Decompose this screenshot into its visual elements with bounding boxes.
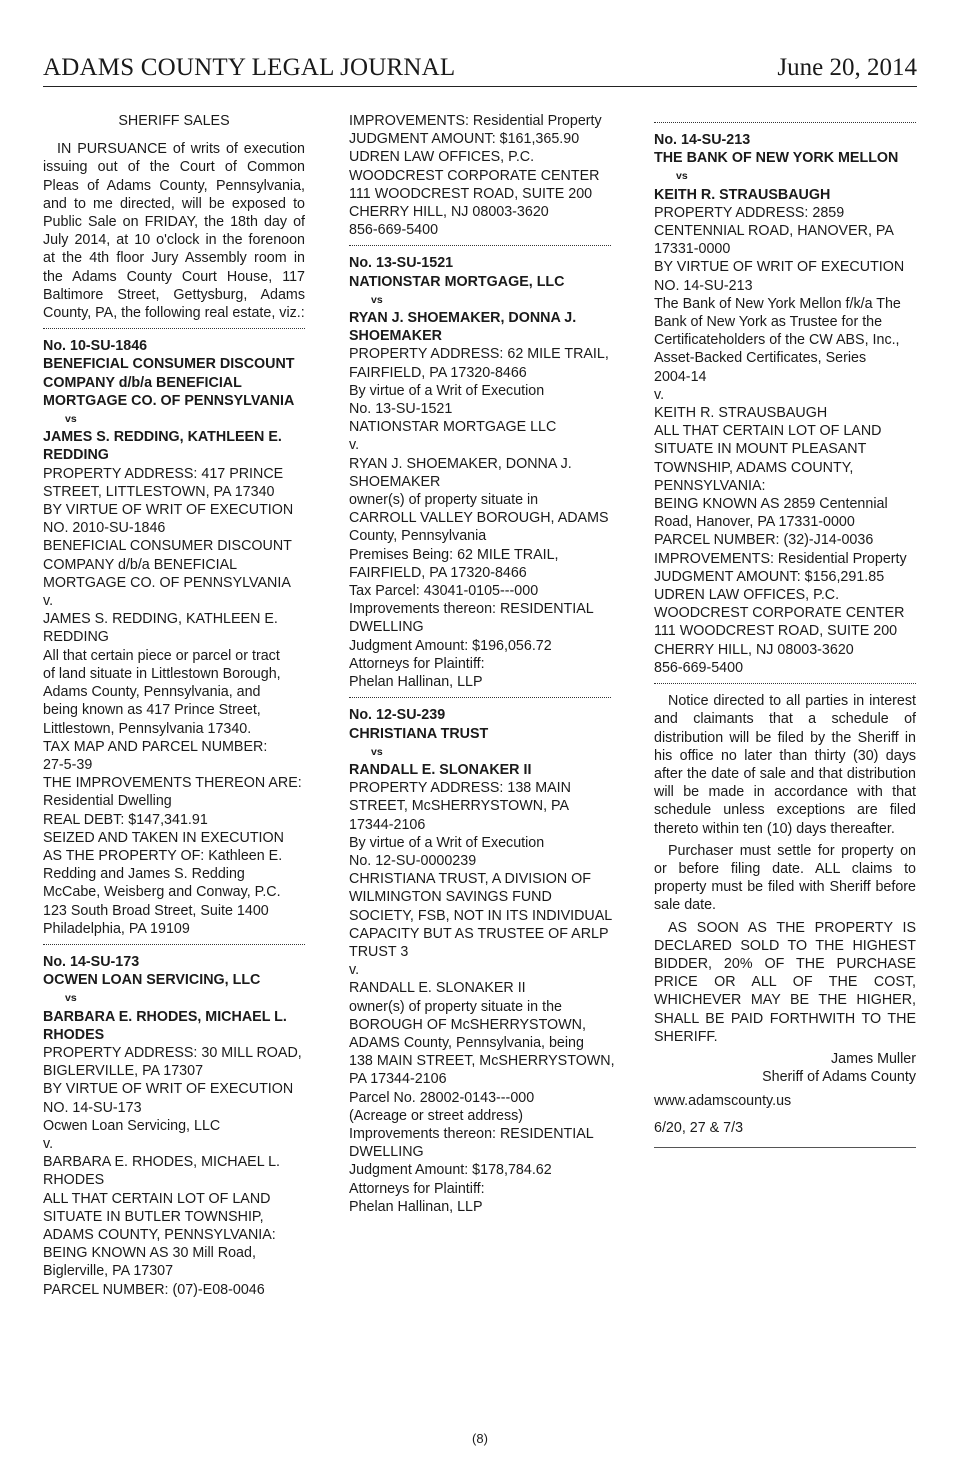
text-line: BARBARA E. RHODES, MICHAEL L. bbox=[43, 1154, 281, 1171]
text-line: 27-5-39 bbox=[43, 756, 93, 773]
text-line: Residential Dwelling bbox=[43, 793, 172, 810]
text-line: Judgment Amount: $178,784.62 bbox=[349, 1162, 552, 1179]
text-line: CENTENNIAL ROAD, HANOVER, PA bbox=[654, 223, 894, 240]
text-line: JAMES S. REDDING, KATHLEEN E. bbox=[43, 611, 278, 628]
divider bbox=[43, 328, 305, 329]
text-line: NO. 2010-SU-1846 bbox=[43, 520, 166, 537]
website-link[interactable]: www.adamscounty.us bbox=[654, 1093, 792, 1110]
text-line: of land situate in Littlestown Borough, bbox=[43, 665, 281, 682]
text-line: TRUST 3 bbox=[349, 943, 409, 960]
text-line: v. bbox=[349, 437, 360, 454]
text-line: CHERRY HILL, NJ 08003-3620 bbox=[349, 204, 549, 221]
case-body bbox=[654, 204, 916, 677]
text-line: FAIRFIELD, PA 17320-8466 bbox=[349, 564, 527, 581]
text-line: 2004-14 bbox=[654, 368, 707, 385]
column-3 bbox=[654, 112, 916, 1148]
sheriff-name: James Muller bbox=[830, 1050, 916, 1067]
text-line: TAX MAP AND PARCEL NUMBER: bbox=[43, 738, 268, 755]
text-line: NO. 14-SU-173 bbox=[43, 1099, 142, 1116]
text-line: v. bbox=[43, 593, 54, 610]
text-line: 138 MAIN STREET, McSHERRYSTOWN, bbox=[349, 1053, 615, 1070]
text-line: Phelan Hallinan, LLP bbox=[349, 674, 483, 691]
column-1 bbox=[43, 112, 305, 1299]
text-line: BEING KNOWN AS 30 Mill Road, bbox=[43, 1245, 256, 1262]
text-line: THE IMPROVEMENTS THEREON ARE: bbox=[43, 775, 302, 792]
divider bbox=[654, 683, 916, 684]
text-line: Tax Parcel: 43041-0105---000 bbox=[349, 583, 539, 600]
text-line: STREET, LITTLESTOWN, PA 17340 bbox=[43, 483, 275, 500]
highest-bidder-notice: AS SOON AS THE PROPERTY IS DECLARED SOLD TO THE HIGHEST BIDDER, 20% OF THE PURCHASE PRICE OR ALL OF THE COST, WHICHEVER MAY BE THE HIGHER, SHALL BE PAID FORTHWITH TO THE SHERIFF. bbox=[654, 919, 916, 1045]
text-line: SEIZED AND TAKEN IN EXECUTION bbox=[43, 829, 284, 846]
text-line: Biglerville, PA 17307 bbox=[43, 1263, 174, 1280]
text-line: PROPERTY ADDRESS: 138 MAIN bbox=[349, 780, 571, 797]
purchaser-notice: Purchaser must settle for property on or before filing date. ALL claims to property must be filed with Sheriff before sale date. bbox=[654, 842, 916, 914]
text-line: PA 17344-2106 bbox=[349, 1071, 447, 1088]
text-line: PROPERTY ADDRESS: 62 MILE TRAIL, bbox=[349, 346, 609, 363]
text-line: Bank of New York as Trustee for the bbox=[654, 314, 883, 331]
text-line: SITUATE IN MOUNT PLEASANT bbox=[654, 441, 867, 458]
text-line: CHRISTIANA TRUST, A DIVISION OF bbox=[349, 871, 592, 888]
text-line: PENNSYLVANIA: bbox=[654, 477, 766, 494]
text-line: Ocwen Loan Servicing, LLC bbox=[43, 1117, 221, 1134]
text-line: 111 WOODCREST ROAD, SUITE 200 bbox=[349, 185, 593, 202]
case-vs: vs bbox=[65, 413, 77, 426]
text-line: COMPANY d/b/a BENEFICIAL bbox=[43, 556, 238, 573]
text-line: RHODES bbox=[43, 1172, 105, 1189]
journal-title: ADAMS COUNTY LEGAL JOURNAL bbox=[43, 54, 456, 81]
text-line: CHERRY HILL, NJ 08003-3620 bbox=[654, 641, 854, 658]
text-line: CAPACITY BUT AS TRUSTEE OF ARLP bbox=[349, 925, 609, 942]
text-line: PROPERTY ADDRESS: 30 MILL ROAD, bbox=[43, 1044, 302, 1061]
text-line: ALL THAT CERTAIN LOT OF LAND bbox=[654, 423, 882, 440]
text-line: 111 WOODCREST ROAD, SUITE 200 bbox=[654, 623, 898, 640]
column-2 bbox=[349, 112, 615, 1216]
text-line: Asset-Backed Certificates, Series bbox=[654, 350, 867, 367]
text-line: BY VIRTUE OF WRIT OF EXECUTION bbox=[654, 259, 905, 276]
section-title: SHERIFF SALES bbox=[118, 113, 230, 129]
case-entry bbox=[349, 254, 611, 691]
case-plaintiff: THE BANK OF NEW YORK MELLON bbox=[654, 150, 899, 167]
text-line: Attorneys for Plaintiff: bbox=[349, 1180, 485, 1197]
case-defendant: RYAN J. SHOEMAKER, DONNA J. SHOEMAKER bbox=[349, 310, 577, 345]
text-line: NO. 14-SU-213 bbox=[654, 277, 753, 294]
text-line: The Bank of New York Mellon f/k/a The bbox=[654, 295, 901, 312]
text-line: McCabe, Weisberg and Conway, P.C. bbox=[43, 884, 281, 901]
case-entry bbox=[654, 131, 916, 677]
case-plaintiff: BENEFICIAL CONSUMER DISCOUNT COMPANY d/b/a BENEFICIAL MORTGAGE CO. OF PENNSYLVANIA bbox=[43, 356, 295, 409]
text-line: All that certain piece or parcel or tract bbox=[43, 647, 280, 664]
text-line: Certificateholders of the CW ABS, Inc., bbox=[654, 332, 900, 349]
text-line: v. bbox=[349, 962, 360, 979]
text-line: Phelan Hallinan, LLP bbox=[349, 1198, 483, 1215]
text-line: JUDGMENT AMOUNT: $161,365.90 bbox=[349, 131, 580, 148]
text-line: UDREN LAW OFFICES, P.C. bbox=[654, 587, 840, 604]
text-line: STREET, McSHERRYSTOWN, PA bbox=[349, 798, 570, 815]
text-line: Judgment Amount: $196,056.72 bbox=[349, 637, 552, 654]
end-rule bbox=[654, 1147, 916, 1148]
text-line: WILMINGTON SAVINGS FUND bbox=[349, 889, 552, 906]
text-line: WOODCREST CORPORATE CENTER bbox=[654, 605, 905, 622]
case-number: No. 14-SU-213 bbox=[654, 132, 751, 148]
case-vs: vs bbox=[371, 293, 383, 306]
text-line: IMPROVEMENTS: Residential Property bbox=[349, 113, 602, 129]
text-line: By virtue of a Writ of Execution bbox=[349, 382, 545, 399]
text-line: 856-669-5400 bbox=[654, 659, 744, 676]
text-line: County, Pennsylvania bbox=[349, 528, 487, 545]
text-line: AS THE PROPERTY OF: Kathleen E. bbox=[43, 847, 283, 864]
text-line: RANDALL E. SLONAKER II bbox=[349, 980, 526, 997]
text-line: Attorneys for Plaintiff: bbox=[349, 655, 485, 672]
page-number: (8) bbox=[472, 1431, 488, 1446]
text-line: BEING KNOWN AS 2859 Centennial bbox=[654, 496, 888, 513]
text-line: SHOEMAKER bbox=[349, 473, 441, 490]
text-line: Improvements thereon: RESIDENTIAL bbox=[349, 1125, 594, 1142]
case-entry bbox=[43, 337, 305, 938]
case-number: No. 12-SU-239 bbox=[349, 707, 446, 724]
text-line: KEITH R. STRAUSBAUGH bbox=[654, 405, 828, 422]
issue-date: June 20, 2014 bbox=[777, 54, 917, 81]
text-line: DWELLING bbox=[349, 619, 424, 636]
text-line: PROPERTY ADDRESS: 2859 bbox=[654, 204, 845, 221]
divider bbox=[349, 697, 611, 698]
sheriff-title: Sheriff of Adams County bbox=[762, 1069, 916, 1086]
text-line: BY VIRTUE OF WRIT OF EXECUTION bbox=[43, 502, 294, 519]
case-number: No. 13-SU-1521 bbox=[349, 255, 454, 272]
text-line: PARCEL NUMBER: (32)-J14-0036 bbox=[654, 532, 874, 549]
text-line: v. bbox=[43, 1135, 54, 1152]
case-entry bbox=[349, 706, 615, 1216]
divider bbox=[43, 944, 305, 945]
text-line: 17331-0000 bbox=[654, 241, 731, 258]
text-line: 17344-2106 bbox=[349, 816, 426, 833]
text-line: Redding and James S. Redding bbox=[43, 866, 245, 883]
text-line: REAL DEBT: $147,341.91 bbox=[43, 811, 208, 828]
publication-dates: 6/20, 27 & 7/3 bbox=[654, 1119, 744, 1136]
text-line: FAIRFIELD, PA 17320-8466 bbox=[349, 364, 527, 381]
case-body bbox=[43, 1044, 305, 1299]
text-line: MORTGAGE CO. OF PENNSYLVANIA bbox=[43, 574, 291, 591]
text-line: TOWNSHIP, ADAMS COUNTY, bbox=[654, 459, 854, 476]
text-line: owner(s) of property situate in the bbox=[349, 998, 562, 1015]
divider bbox=[349, 245, 611, 246]
case-vs: vs bbox=[676, 170, 688, 183]
case-defendant: BARBARA E. RHODES, MICHAEL L. RHODES bbox=[43, 1008, 287, 1043]
text-line: RYAN J. SHOEMAKER, DONNA J. bbox=[349, 455, 572, 472]
case-number: No. 10-SU-1846 bbox=[43, 338, 148, 355]
case-plaintiff: NATIONSTAR MORTGAGE, LLC bbox=[349, 273, 565, 290]
text-line: Littlestown, Pennsylvania 17340. bbox=[43, 720, 252, 737]
case-defendant: JAMES S. REDDING, KATHLEEN E. REDDING bbox=[43, 429, 282, 464]
text-line: BIGLERVILLE, PA 17307 bbox=[43, 1063, 204, 1080]
case-body bbox=[349, 345, 611, 691]
text-line: being known as 417 Prince Street, bbox=[43, 702, 261, 719]
case-vs: vs bbox=[371, 745, 383, 758]
text-line: Philadelphia, PA 19109 bbox=[43, 920, 190, 937]
text-line: Parcel No. 28002-0143---000 bbox=[349, 1089, 535, 1106]
text-line: No. 12-SU-0000239 bbox=[349, 852, 477, 869]
text-line: JUDGMENT AMOUNT: $156,291.85 bbox=[654, 568, 885, 585]
text-line: DWELLING bbox=[349, 1144, 424, 1161]
text-line: No. 13-SU-1521 bbox=[349, 401, 453, 418]
text-line: WOODCREST CORPORATE CENTER bbox=[349, 167, 600, 184]
case-body bbox=[349, 779, 615, 1216]
case-continuation bbox=[349, 112, 611, 239]
text-line: PROPERTY ADDRESS: 417 PRINCE bbox=[43, 465, 284, 482]
page-header bbox=[43, 54, 917, 87]
text-line: BOROUGH OF McSHERRYSTOWN, bbox=[349, 1016, 586, 1033]
divider bbox=[654, 122, 916, 123]
text-line: BENEFICIAL CONSUMER DISCOUNT bbox=[43, 538, 292, 555]
case-plaintiff: OCWEN LOAN SERVICING, LLC bbox=[43, 972, 261, 989]
text-line: Improvements thereon: RESIDENTIAL bbox=[349, 601, 594, 618]
text-line: IMPROVEMENTS: Residential Property bbox=[654, 550, 907, 567]
text-line: (Acreage or street address) bbox=[349, 1107, 524, 1124]
text-line: Premises Being: 62 MILE TRAIL, bbox=[349, 546, 559, 563]
text-line: By virtue of a Writ of Execution bbox=[349, 834, 545, 851]
text-line: CARROLL VALLEY BOROUGH, ADAMS bbox=[349, 510, 609, 527]
text-line: Adams County, Pennsylvania, and bbox=[43, 684, 261, 701]
text-line: SITUATE IN BUTLER TOWNSHIP, bbox=[43, 1208, 264, 1225]
text-line: v. bbox=[654, 386, 665, 403]
case-plaintiff: CHRISTIANA TRUST bbox=[349, 725, 489, 742]
text-line: 123 South Broad Street, Suite 1400 bbox=[43, 902, 269, 919]
text-line: BY VIRTUE OF WRIT OF EXECUTION bbox=[43, 1081, 294, 1098]
case-vs: vs bbox=[65, 992, 77, 1005]
case-body bbox=[43, 465, 305, 938]
case-number: No. 14-SU-173 bbox=[43, 953, 140, 970]
text-line: owner(s) of property situate in bbox=[349, 492, 539, 509]
text-line: 856-669-5400 bbox=[349, 222, 439, 239]
text-line: ALL THAT CERTAIN LOT OF LAND bbox=[43, 1190, 271, 1207]
text-line: Road, Hanover, PA 17331-0000 bbox=[654, 514, 855, 531]
text-line: UDREN LAW OFFICES, P.C. bbox=[349, 149, 535, 166]
distribution-notice: Notice directed to all parties in interest and claimants that a schedule of distribution will be filed by the Sheriff in his office no later than thirty (30) days after the date of sale and that distribution will be made in accordance with that schedule unless exceptions are filed thereto within ten (10) days thereafter. bbox=[654, 693, 916, 837]
case-defendant: RANDALL E. SLONAKER II bbox=[349, 761, 532, 778]
text-line: ADAMS County, Pennsylvania, being bbox=[349, 1034, 584, 1051]
text-line: PARCEL NUMBER: (07)-E08-0046 bbox=[43, 1281, 265, 1298]
text-line: NATIONSTAR MORTGAGE LLC bbox=[349, 419, 557, 436]
text-line: ADAMS COUNTY, PENNSYLVANIA: bbox=[43, 1226, 276, 1243]
text-line: SOCIETY, FSB, NOT IN ITS INDIVIDUAL bbox=[349, 907, 613, 924]
case-defendant: KEITH R. STRAUSBAUGH bbox=[654, 186, 831, 203]
intro-paragraph: IN PURSUANCE of writs of execution issuing out of the Court of Common Pleas of Adams County, Pennsylvania, and to me directed, will be exposed to Public Sale on FRIDAY, the 18th day of July 2014, at 10 o'clock in the forenoon at the 4th floor Jury Assembly room in the Adams County Court House, 117 Baltimore Street, Gettysburg, Adams County, PA, the following real estate, viz.: bbox=[43, 141, 305, 322]
case-entry bbox=[43, 953, 305, 1299]
text-line: REDDING bbox=[43, 629, 109, 646]
